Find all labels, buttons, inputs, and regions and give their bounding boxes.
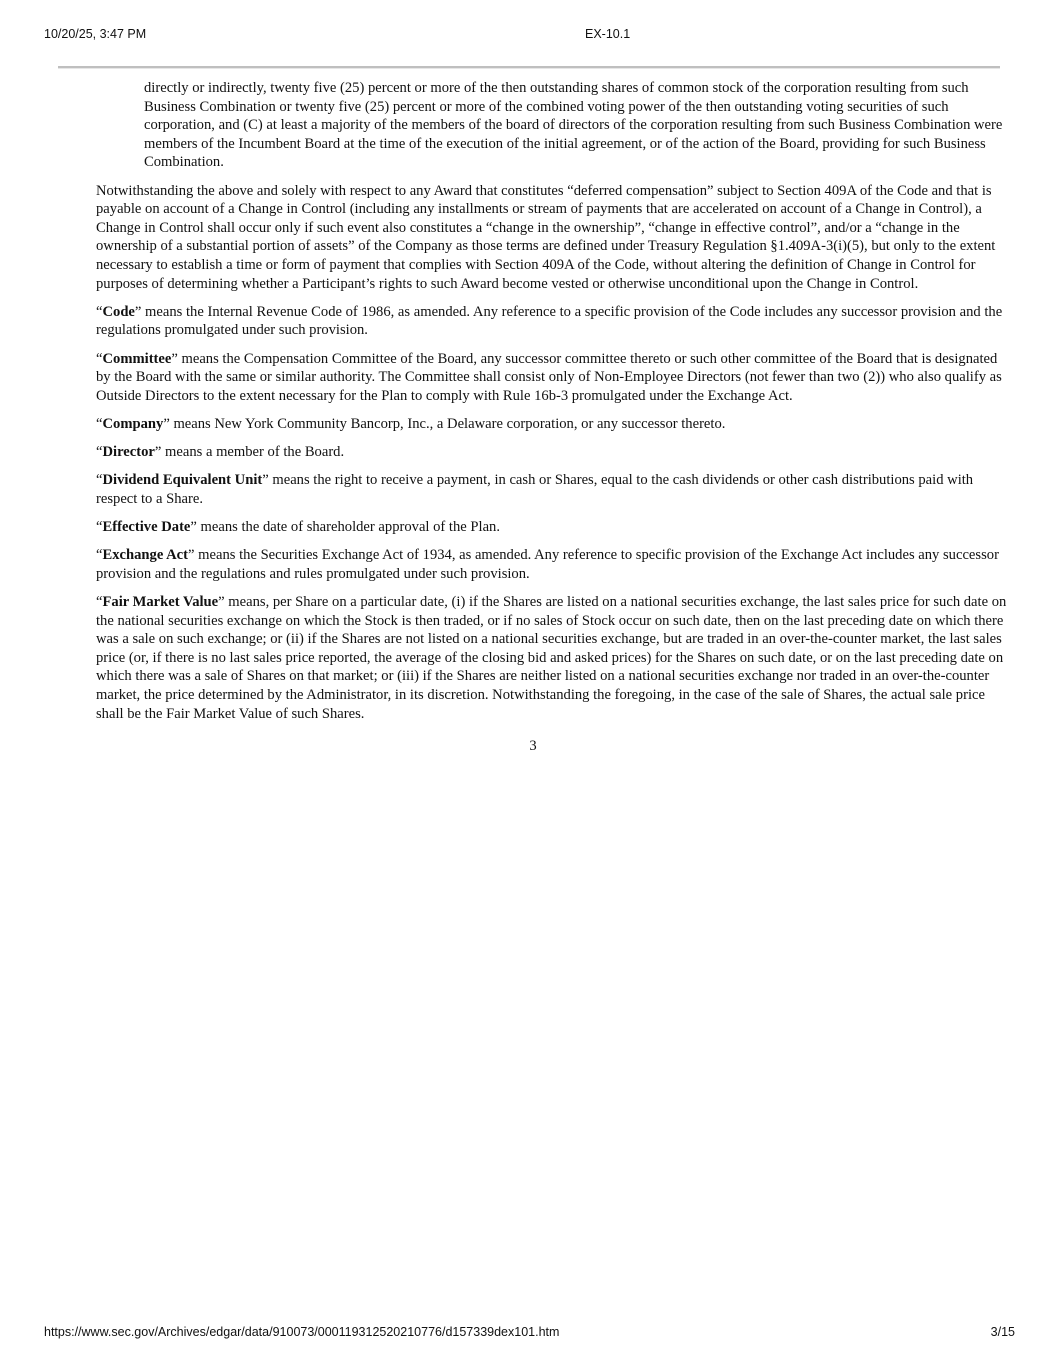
definition-text: ” means New York Community Bancorp, Inc., a Delaware corporation, or any successor thereto.: [163, 415, 726, 432]
header-divider: [58, 66, 1000, 68]
definition-text: ” means a member of the Board.: [154, 444, 345, 461]
source-url: https://www.sec.gov/Archives/edgar/data/910073/000119312520210776/d157339dex101.htm: [44, 1325, 560, 1339]
definition-dividend-equivalent-unit: “Dividend Equivalent Unit” means the right to receive a payment, in cash or Shares, equal to the cash dividends or other cash distributions paid with respect to a Share.: [96, 472, 974, 507]
definition-term: Dividend Equivalent Unit: [102, 472, 263, 489]
definition-term: Fair Market Value: [102, 594, 219, 610]
definition-term: Exchange Act: [102, 547, 189, 564]
definition-effective-date: “Effective Date” means the date of shareholder approval of the Plan.: [96, 519, 501, 536]
page-count: 3/15: [990, 1325, 1015, 1339]
document-body: [96, 79, 1010, 765]
definition-term: Code: [102, 303, 135, 320]
definition-text: ” means the Internal Revenue Code of 1986, as amended. Any reference to a specific provision of the Code includes any successor provision and the regulations promulgated under such provision.: [96, 303, 1003, 339]
definition-term: Effective Date: [102, 519, 191, 536]
definition-text: ” means the date of shareholder approval of the Plan.: [190, 519, 501, 536]
page-number: 3: [529, 738, 537, 755]
definition-text: ” means, per Share on a particular date, (i) if the Shares are listed on a national securities exchange, the last sales price for such date on the national securities exchange on which the Stock is then traded, or if no sales of Stock occur on such date, then on the last preceding date on which there was a sale on such exchange; or (ii) if the Shares are not listed on a national securities exchange, but are traded in an over-the-counter market, the last sales price (or, if there is no last sales price reported, the average of the closing bid and asked prices) for the Shares on such date, or on the last preceding date on which there was a sale of Shares on that market; or (iii) if the Shares are neither listed on a national securities exchange nor traded in an over-the-counter market, the price determined by the Administrator, in its discretion. Notwithstanding the foregoing, in the case of the sale of Shares, the actual sale price shall be the Fair Market Value of such Shares.: [96, 594, 1007, 722]
notwithstanding-paragraph: Notwithstanding the above and solely with respect to any Award that constitutes “deferred compensation” subject to Section 409A of the Code and that is payable on account of a Change in Control (including any installments or stream of payments that are accelerated on account of a Change in Control), a Change in Control shall occur only if such event also constitutes a “change in the ownership”, “change in effective control”, and/or a “change in the ownership of a substantial portion of assets” of the Company as those terms are defined under Treasury Regulation §1.409A-3(i)(5), but only to the extent necessary to establish a time or form of payment that complies with Section 409A of the Code, without altering the definition of Change in Control for purposes of determining whether a Participant’s rights to such Award become vested or otherwise unconditional upon the Change in Control.: [96, 182, 996, 292]
definition-term: Director: [102, 444, 155, 461]
print-footer: [0, 1325, 1055, 1343]
definition-text: ” means the right to receive a payment, in cash or Shares, equal to the cash dividends or other cash distributions paid with respect to a Share.: [96, 472, 974, 507]
definition-company: “Company” means New York Community Bancorp, Inc., a Delaware corporation, or any successor thereto.: [96, 415, 726, 432]
definition-fair-market-value: “Fair Market Value” means, per Share on a particular date, (i) if the Shares are listed on a national securities exchange, the last sales price for such date on the national securities exchange on which the Stock is then traded, or if no sales of Stock occur on such date, then on the last preceding date on which there was a sale on such exchange; or (ii) if the Shares are not listed on a national securities exchange, but are traded in an over-the-counter market, the last sales price (or, if there is no last sales price reported, the average of the closing bid and asked prices) for the Shares on such date, or on the last preceding date on which there was a sale of Shares on that market; or (iii) if the Shares are neither listed on a national securities exchange nor traded in an over-the-counter market, the price determined by the Administrator, in its discretion. Notwithstanding the foregoing, in the case of the sale of Shares, the actual sale price shall be the Fair Market Value of such Shares.: [96, 594, 1007, 722]
print-header: [0, 27, 1055, 45]
definition-exchange-act: “Exchange Act” means the Securities Exchange Act of 1934, as amended. Any reference to specific provision of the Exchange Act includes any successor provision and the regulations and rules promulgated under such provision.: [96, 547, 999, 582]
definition-code: “Code” means the Internal Revenue Code of 1986, as amended. Any reference to a specific provision of the Code includes any successor provision and the regulations promulgated under such provision.: [96, 303, 1003, 339]
print-datetime: 10/20/25, 3:47 PM: [44, 27, 147, 41]
definition-term: Company: [102, 415, 164, 432]
definition-text: ” means the Securities Exchange Act of 1934, as amended. Any reference to specific provision of the Exchange Act includes any successor provision and the regulations and rules promulgated under such provision.: [96, 547, 999, 582]
definition-term: Committee: [102, 350, 172, 367]
definition-text: ” means the Compensation Committee of the Board, any successor committee thereto or such other committee of the Board that is designated by the Board with the same or similar authority. The Committee shall consist only of Non-Employee Directors (not fewer than two (2)) who also qualify as Outside Directors to the extent necessary for the Plan to comply with Rule 16b-3 promulgated under the Exchange Act.: [96, 350, 1002, 404]
continuation-paragraph: directly or indirectly, twenty five (25) percent or more of the then outstanding shares of common stock of the corporation resulting from such Business Combination or twenty five (25) percent or more of the combined voting power of the then outstanding voting securities of such corporation, and (C) at least a majority of the members of the board of directors of the corporation resulting from such Business Combination were members of the Incumbent Board at the time of the execution of the initial agreement, or of the action of the Board, providing for such Business Combination.: [144, 80, 1003, 171]
definition-director: “Director” means a member of the Board.: [96, 444, 345, 461]
definition-committee: “Committee” means the Compensation Committee of the Board, any successor committee thereto or such other committee of the Board that is designated by the Board with the same or similar authority. The Committee shall consist only of Non-Employee Directors (not fewer than two (2)) who also qualify as Outside Directors to the extent necessary for the Plan to comply with Rule 16b-3 promulgated under the Exchange Act.: [96, 350, 1002, 404]
document-title: EX-10.1: [585, 27, 631, 41]
